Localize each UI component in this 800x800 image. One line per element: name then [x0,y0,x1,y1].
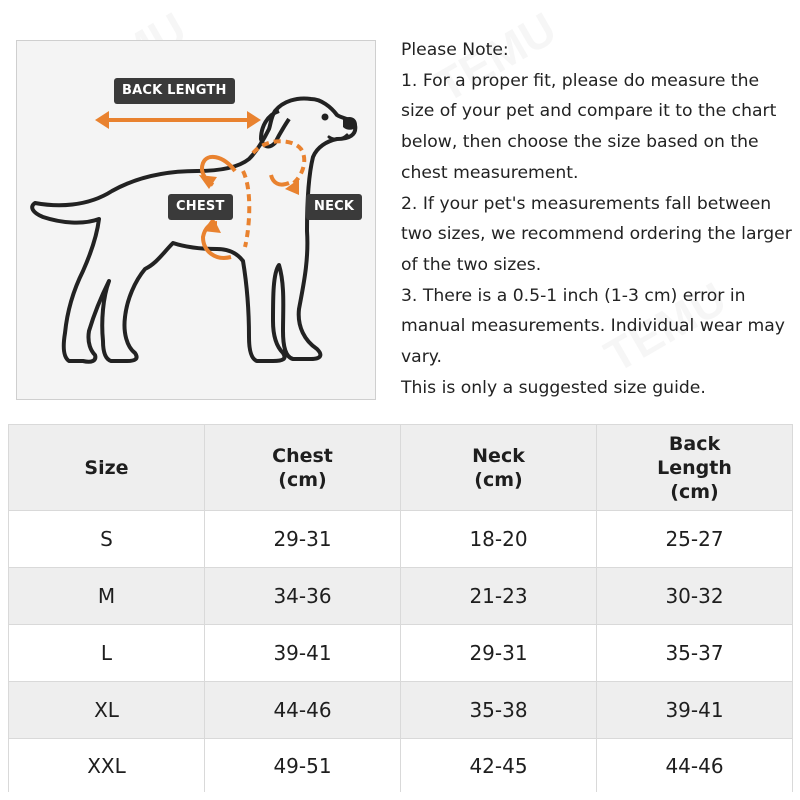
size-note [401,35,796,403]
neck-cell: 35-38 [401,682,597,738]
back-length-cell: 25-27 [665,527,724,551]
chest-cell: 29-31 [205,511,401,567]
size-cell: S [9,511,205,567]
table-row [9,681,792,738]
table-row [9,567,792,624]
note-item: 3. There is a 0.5-1 inch (1-3 cm) error in manual measurements. Individual wear may vary. [401,285,785,368]
chest-cell: 39-41 [205,625,401,681]
back-length-cell: 44-46 [665,753,724,778]
back-length-label: BACK LENGTH [114,78,235,104]
neck-cell: 42-45 [401,739,597,792]
size-cell: L [9,625,205,681]
table-header-row [9,425,792,510]
table-row [9,510,792,567]
header-chest: Chest (cm) [205,425,401,510]
size-cell: XXL [9,739,205,792]
size-cell: M [9,568,205,624]
chest-cell: 49-51 [205,739,401,792]
back-length-cell: 30-32 [665,584,724,608]
back-length-cell: 35-37 [665,641,724,665]
size-cell: XL [9,682,205,738]
neck-cell: 29-31 [401,625,597,681]
chest-label: CHEST [168,194,233,220]
table-row [9,624,792,681]
note-heading: Please Note: [401,40,509,60]
neck-cell: 18-20 [401,511,597,567]
note-footer: This is only a suggested size guide. [401,377,706,398]
table-row [9,738,792,792]
back-length-cell: 39-41 [665,698,724,722]
header-back-length: Back Length (cm) [657,432,732,503]
size-chart-table [8,424,793,792]
note-item: 1. For a proper fit, please do measure the size of your pet and compare it to the chart below, then choose the size based on the chest measurement. [401,70,777,183]
header-size: Size [9,425,205,510]
dog-measurement-illustration [16,40,376,400]
note-item: 2. If your pet's measurements fall between two sizes, we recommend ordering the larger of the two sizes. [401,193,792,275]
header-neck: Neck (cm) [401,425,597,510]
chest-cell: 34-36 [205,568,401,624]
neck-label: NECK [306,194,362,220]
neck-cell: 21-23 [401,568,597,624]
chest-cell: 44-46 [205,682,401,738]
